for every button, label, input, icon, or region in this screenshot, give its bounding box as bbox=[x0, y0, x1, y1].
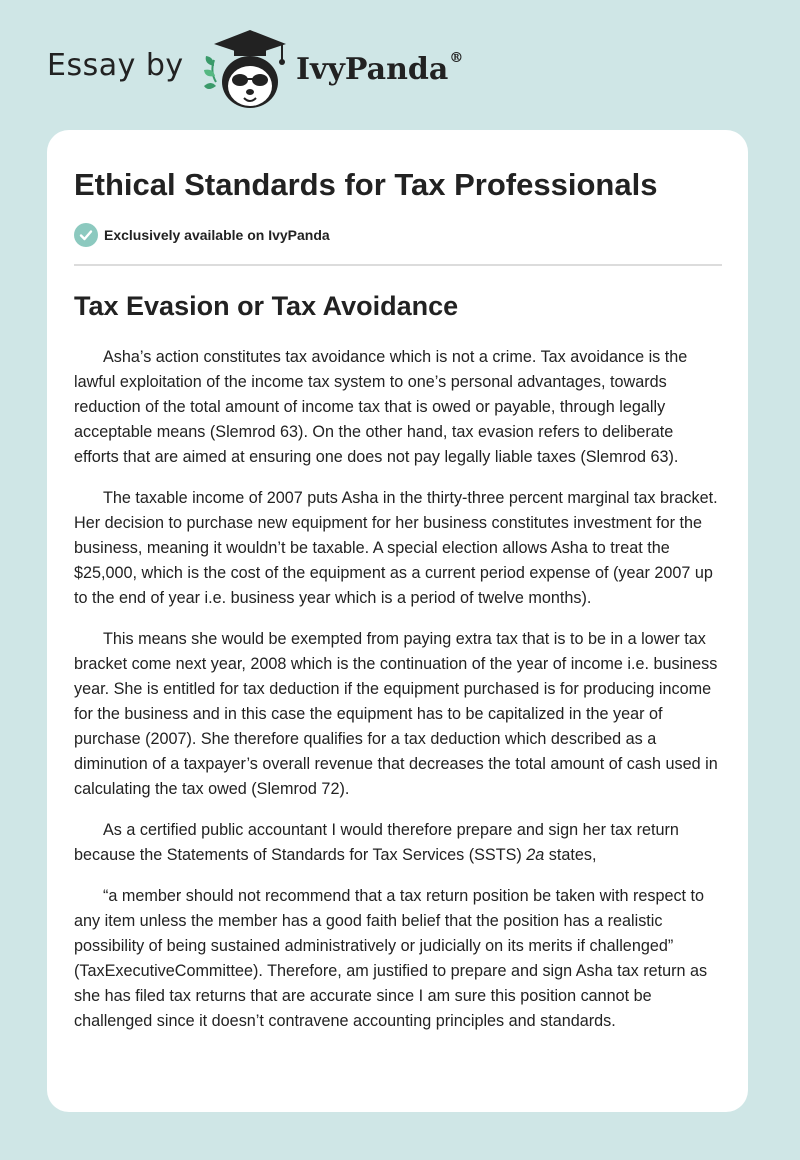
site-header bbox=[0, 0, 800, 130]
brand-name[interactable]: IvyPanda® bbox=[296, 50, 464, 87]
paragraph: Asha’s action constitutes tax avoidance which is not a crime. Tax avoidance is the lawful exploitation of the income tax system to one’s personal advantages, towards reduction of the total amount of income tax that is owed or payable, through legally acceptable means (Slemrod 63). On the other hand, tax evasion refers to deliberate efforts that are aimed at ensuring one does not pay legally liable taxes (Slemrod 63). bbox=[74, 348, 688, 466]
check-circle-icon bbox=[74, 223, 98, 247]
title-divider bbox=[74, 264, 722, 266]
essay-card bbox=[47, 130, 748, 1112]
paragraph: The taxable income of 2007 puts Asha in the thirty-three percent marginal tax bracket. Her decision to purchase new equipment for her business constitutes investment for the business, meaning it wouldn’t be taxable. A special election allows Asha to treat the $25,000, which is the cost of the equipment as a current period expense of (year 2007 up to the end of year i.e. business year which is a period of twelve months). bbox=[74, 489, 718, 607]
quote-paragraph: “a member should not recommend that a tax return position be taken with respect to any item unless the member has a good faith belief that the position has a realistic possibility of being sustained administratively or judicially on its merits if challenged” (TaxExecutiveCommittee). Therefore, am justified to prepare and sign Asha tax return as she has filed tax returns that are accurate since I am sure this position cannot be challenged since it doesn’t contravene accounting principles and standards. bbox=[74, 887, 708, 1030]
paragraph-tail: states, bbox=[544, 846, 597, 864]
ssts-section-ref: 2a bbox=[526, 846, 545, 864]
page-title: Ethical Standards for Tax Professionals bbox=[74, 167, 658, 202]
essay-by-label: Essay by bbox=[47, 48, 184, 83]
exclusive-badge bbox=[74, 223, 722, 247]
paragraph bbox=[74, 818, 722, 868]
exclusive-badge-label: Exclusively available on IvyPanda bbox=[104, 227, 330, 243]
paragraph-text: As a certified public accountant I would therefore prepare and sign her tax return because the Statements of Standards for Tax Services (SSTS) bbox=[74, 821, 679, 864]
paragraph: This means she would be exempted from paying extra tax that is to be in a lower tax bracket come next year, 2008 which is the continuation of the year of income i.e. business year. She is entitled for tax deduction if the equipment purchased is for producing income for the business and in this case the equipment has to be capitalized in the year of purchase (2007). She therefore qualifies for a tax deduction which described as a diminution of a taxpayer’s overall revenue that decreases the total amount of cash used in calculating the tax owed (Slemrod 72). bbox=[74, 630, 718, 798]
section-heading: Tax Evasion or Tax Avoidance bbox=[74, 291, 459, 321]
registered-mark: ® bbox=[449, 50, 464, 66]
panda-graduate-logo-icon[interactable] bbox=[196, 26, 296, 112]
